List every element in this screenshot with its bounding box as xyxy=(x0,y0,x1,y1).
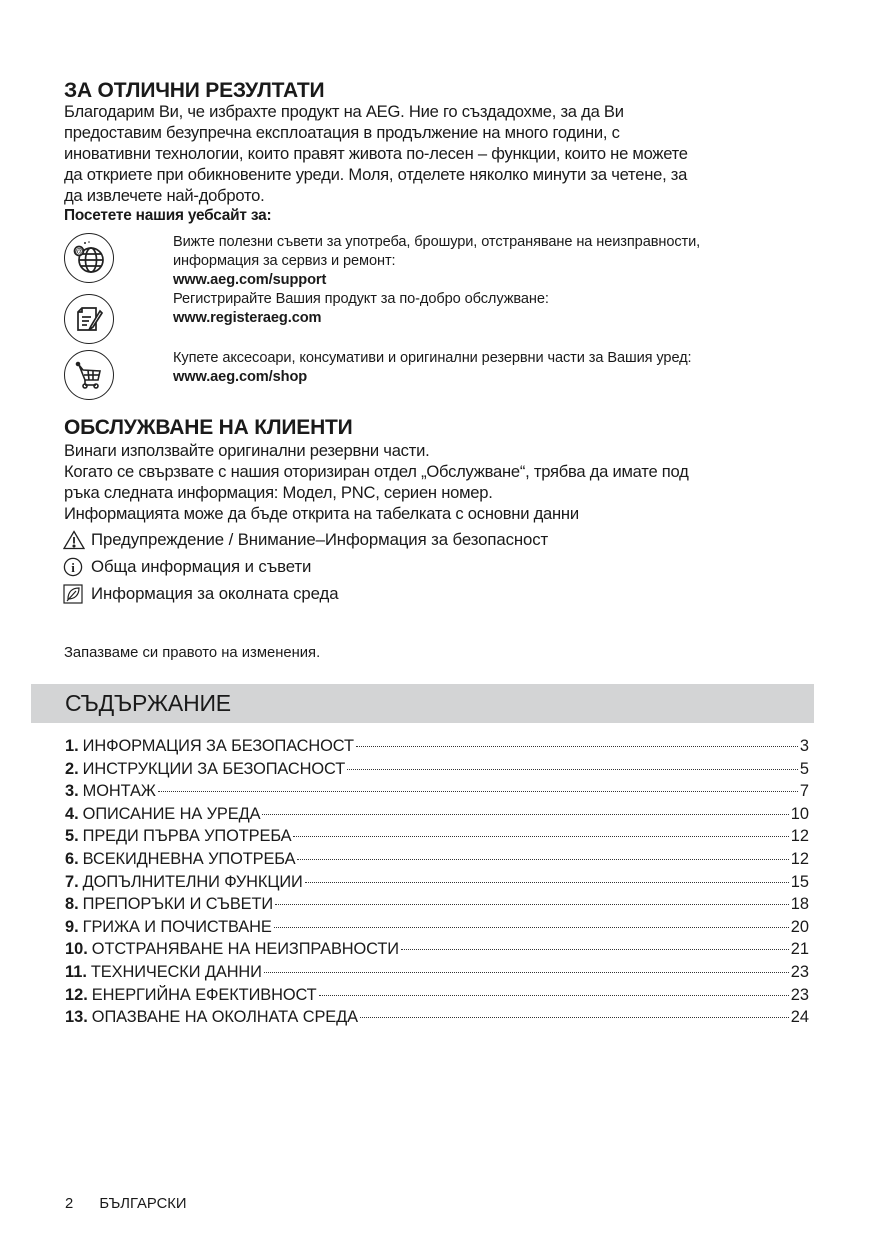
support-description: Вижте полезни съвети за употреба, брошури, отстраняване на неизправности, xyxy=(173,234,701,250)
toc-leader-dots xyxy=(158,791,798,792)
section-heading-results: ЗА ОТЛИЧНИ РЕЗУЛТАТИ xyxy=(64,79,325,102)
visit-website-label: Посетете нашия уебсайт за: xyxy=(64,207,272,224)
toc-entry-page: 20 xyxy=(790,917,809,936)
toc-entry-title: ВСЕКИДНЕВНА УПОТРЕБА xyxy=(82,849,296,868)
toc-entry-number: 9. xyxy=(65,917,79,936)
register-url-link[interactable]: www.registeraeg.com xyxy=(173,310,322,326)
toc-leader-dots xyxy=(293,836,788,837)
toc-entry-number: 1. xyxy=(65,737,79,755)
globe-at-icon xyxy=(64,233,114,283)
service-line: Информацията може да бъде открита на табелката с основни данни xyxy=(64,504,579,523)
warning-triangle-icon xyxy=(63,530,87,550)
svg-text:@: @ xyxy=(75,247,83,256)
toc-entry[interactable] xyxy=(65,758,809,781)
toc-entry[interactable] xyxy=(65,893,809,916)
shop-description: Купете аксесоари, консумативи и оригинални резервни части за Вашия уред: xyxy=(173,350,692,366)
toc-leader-dots xyxy=(401,949,789,950)
toc-entry-title: ОПАЗВАНЕ НА ОКОЛНАТА СРЕДА xyxy=(91,1008,358,1027)
toc-entry[interactable] xyxy=(65,871,809,894)
toc-entry-page: 5 xyxy=(799,759,809,778)
toc-entry[interactable] xyxy=(65,1006,809,1029)
toc-leader-dots xyxy=(360,1017,789,1018)
toc-entry-number: 7. xyxy=(65,872,79,891)
toc-entry-number: 8. xyxy=(65,895,79,914)
toc-entry-page: 24 xyxy=(790,1008,809,1027)
toc-entry[interactable] xyxy=(65,780,809,803)
toc-entry-page: 3 xyxy=(799,737,809,755)
toc-entry-number: 6. xyxy=(65,849,79,868)
shop-url-link[interactable]: www.aeg.com/shop xyxy=(173,369,308,385)
toc-entry-title: ДОПЪЛНИТЕЛНИ ФУНКЦИИ xyxy=(82,872,303,891)
intro-line: иновативни технологии, които правят живота по-лесен – функции, които не можете xyxy=(64,144,688,163)
intro-paragraph xyxy=(64,101,688,206)
service-paragraph xyxy=(64,440,689,524)
toc-entry-page: 15 xyxy=(790,872,809,891)
support-url-link[interactable]: www.aeg.com/support xyxy=(173,272,327,288)
toc-entry-title: ГРИЖА И ПОЧИСТВАНЕ xyxy=(82,917,272,936)
toc-entry-title: ПРЕДИ ПЪРВА УПОТРЕБА xyxy=(82,827,292,846)
service-line: Когато се свързвате с нашия оторизиран отдел „Обслужване“, трябва да имате под xyxy=(64,462,689,481)
toc-entry-title: ОПИСАНИЕ НА УРЕДА xyxy=(82,804,261,823)
shopping-cart-icon xyxy=(64,350,114,400)
shop-link-block xyxy=(173,349,692,387)
legend-environment-label: Информация за околната среда xyxy=(91,584,339,603)
support-link-block xyxy=(173,233,700,328)
page-footer xyxy=(65,1195,187,1213)
toc-entry-title: ОТСТРАНЯВАНЕ НА НЕИЗПРАВНОСТИ xyxy=(91,940,399,959)
toc-entry-page: 23 xyxy=(790,962,809,981)
toc-entry-page: 12 xyxy=(790,849,809,868)
toc-entry-title: ИНСТРУКЦИИ ЗА БЕЗОПАСНОСТ xyxy=(82,759,346,778)
toc-entry[interactable] xyxy=(65,938,809,961)
toc-leader-dots xyxy=(274,927,789,928)
register-description: Регистрирайте Вашия продукт за по-добро обслужване: xyxy=(173,291,549,307)
toc-leader-dots xyxy=(297,859,788,860)
toc-leader-dots xyxy=(347,769,798,770)
legend-info xyxy=(63,557,311,577)
service-line: Винаги използвайте оригинални резервни части. xyxy=(64,441,430,460)
legend-environment xyxy=(63,584,338,604)
toc-entry[interactable] xyxy=(65,803,809,826)
register-document-icon xyxy=(64,294,114,344)
footer-language: БЪЛГАРСКИ xyxy=(99,1196,187,1212)
toc-entry-number: 11. xyxy=(65,962,87,981)
intro-line: Благодарим Ви, че избрахте продукт на AEG. Ние го създадохме, за да Ви xyxy=(64,102,624,121)
toc-entry[interactable] xyxy=(65,984,809,1007)
toc-leader-dots xyxy=(262,814,788,815)
legend-info-label: Обща информация и съвети xyxy=(91,557,312,576)
toc-leader-dots xyxy=(275,904,789,905)
toc-entry-number: 10. xyxy=(65,940,88,959)
toc-entry-page: 23 xyxy=(790,985,809,1004)
toc-entry-page: 18 xyxy=(790,895,809,914)
toc-entry[interactable] xyxy=(65,825,809,848)
toc-entry-title: ТЕХНИЧЕСКИ ДАННИ xyxy=(90,962,262,981)
page-number: 2 xyxy=(65,1196,74,1212)
toc-entry[interactable] xyxy=(65,961,809,984)
toc-leader-dots xyxy=(319,995,789,996)
toc-entry-page: 7 xyxy=(799,782,809,801)
toc-entry[interactable] xyxy=(65,916,809,939)
toc-leader-dots xyxy=(264,972,789,973)
intro-line: да извлечете най-доброто. xyxy=(64,186,265,205)
toc-heading: СЪДЪРЖАНИЕ xyxy=(65,690,231,716)
toc-entry[interactable] xyxy=(65,848,809,871)
toc-entry-page: 21 xyxy=(790,940,809,959)
intro-line: да откриете при обикновените уреди. Моля, отделете няколко минути за четене, за xyxy=(64,165,688,184)
toc-entry-number: 13. xyxy=(65,1008,88,1027)
toc-entry[interactable] xyxy=(65,735,809,758)
toc-entry-number: 4. xyxy=(65,804,79,823)
section-heading-service: ОБСЛУЖВАНЕ НА КЛИЕНТИ xyxy=(64,416,353,439)
toc-entry-page: 12 xyxy=(790,827,809,846)
support-description: информация за сервиз и ремонт: xyxy=(173,253,396,269)
legend-warning-label: Предупреждение / Внимание–Информация за безопасност xyxy=(91,530,549,549)
toc-entry-number: 2. xyxy=(65,759,79,778)
toc-header-band xyxy=(31,684,814,723)
intro-line: предоставим безупречна експлоатация в продължение на много години, с xyxy=(64,123,620,142)
environment-leaf-icon xyxy=(63,584,87,604)
toc-entry-title: ПРЕПОРЪКИ И СЪВЕТИ xyxy=(82,895,274,914)
legend-warning xyxy=(63,530,548,550)
toc-leader-dots xyxy=(356,746,798,747)
toc-entry-number: 5. xyxy=(65,827,79,846)
info-circle-icon xyxy=(63,557,87,577)
toc-entry-title: ЕНЕРГИЙНА ЕФЕКТИВНОСТ xyxy=(91,985,317,1004)
toc-entry-number: 12. xyxy=(65,985,88,1004)
toc-entry-title: ИНФОРМАЦИЯ ЗА БЕЗОПАСНОСТ xyxy=(82,737,354,755)
toc-list xyxy=(65,735,809,1029)
toc-leader-dots xyxy=(305,882,789,883)
service-line: ръка следната информация: Модел, PNC, сериен номер. xyxy=(64,483,493,502)
svg-text:i: i xyxy=(71,560,75,575)
changes-notice: Запазваме си правото на изменения. xyxy=(64,645,321,661)
toc-entry-page: 10 xyxy=(790,804,809,823)
toc-entry-number: 3. xyxy=(65,782,79,801)
toc-entry-title: МОНТАЖ xyxy=(82,782,156,801)
